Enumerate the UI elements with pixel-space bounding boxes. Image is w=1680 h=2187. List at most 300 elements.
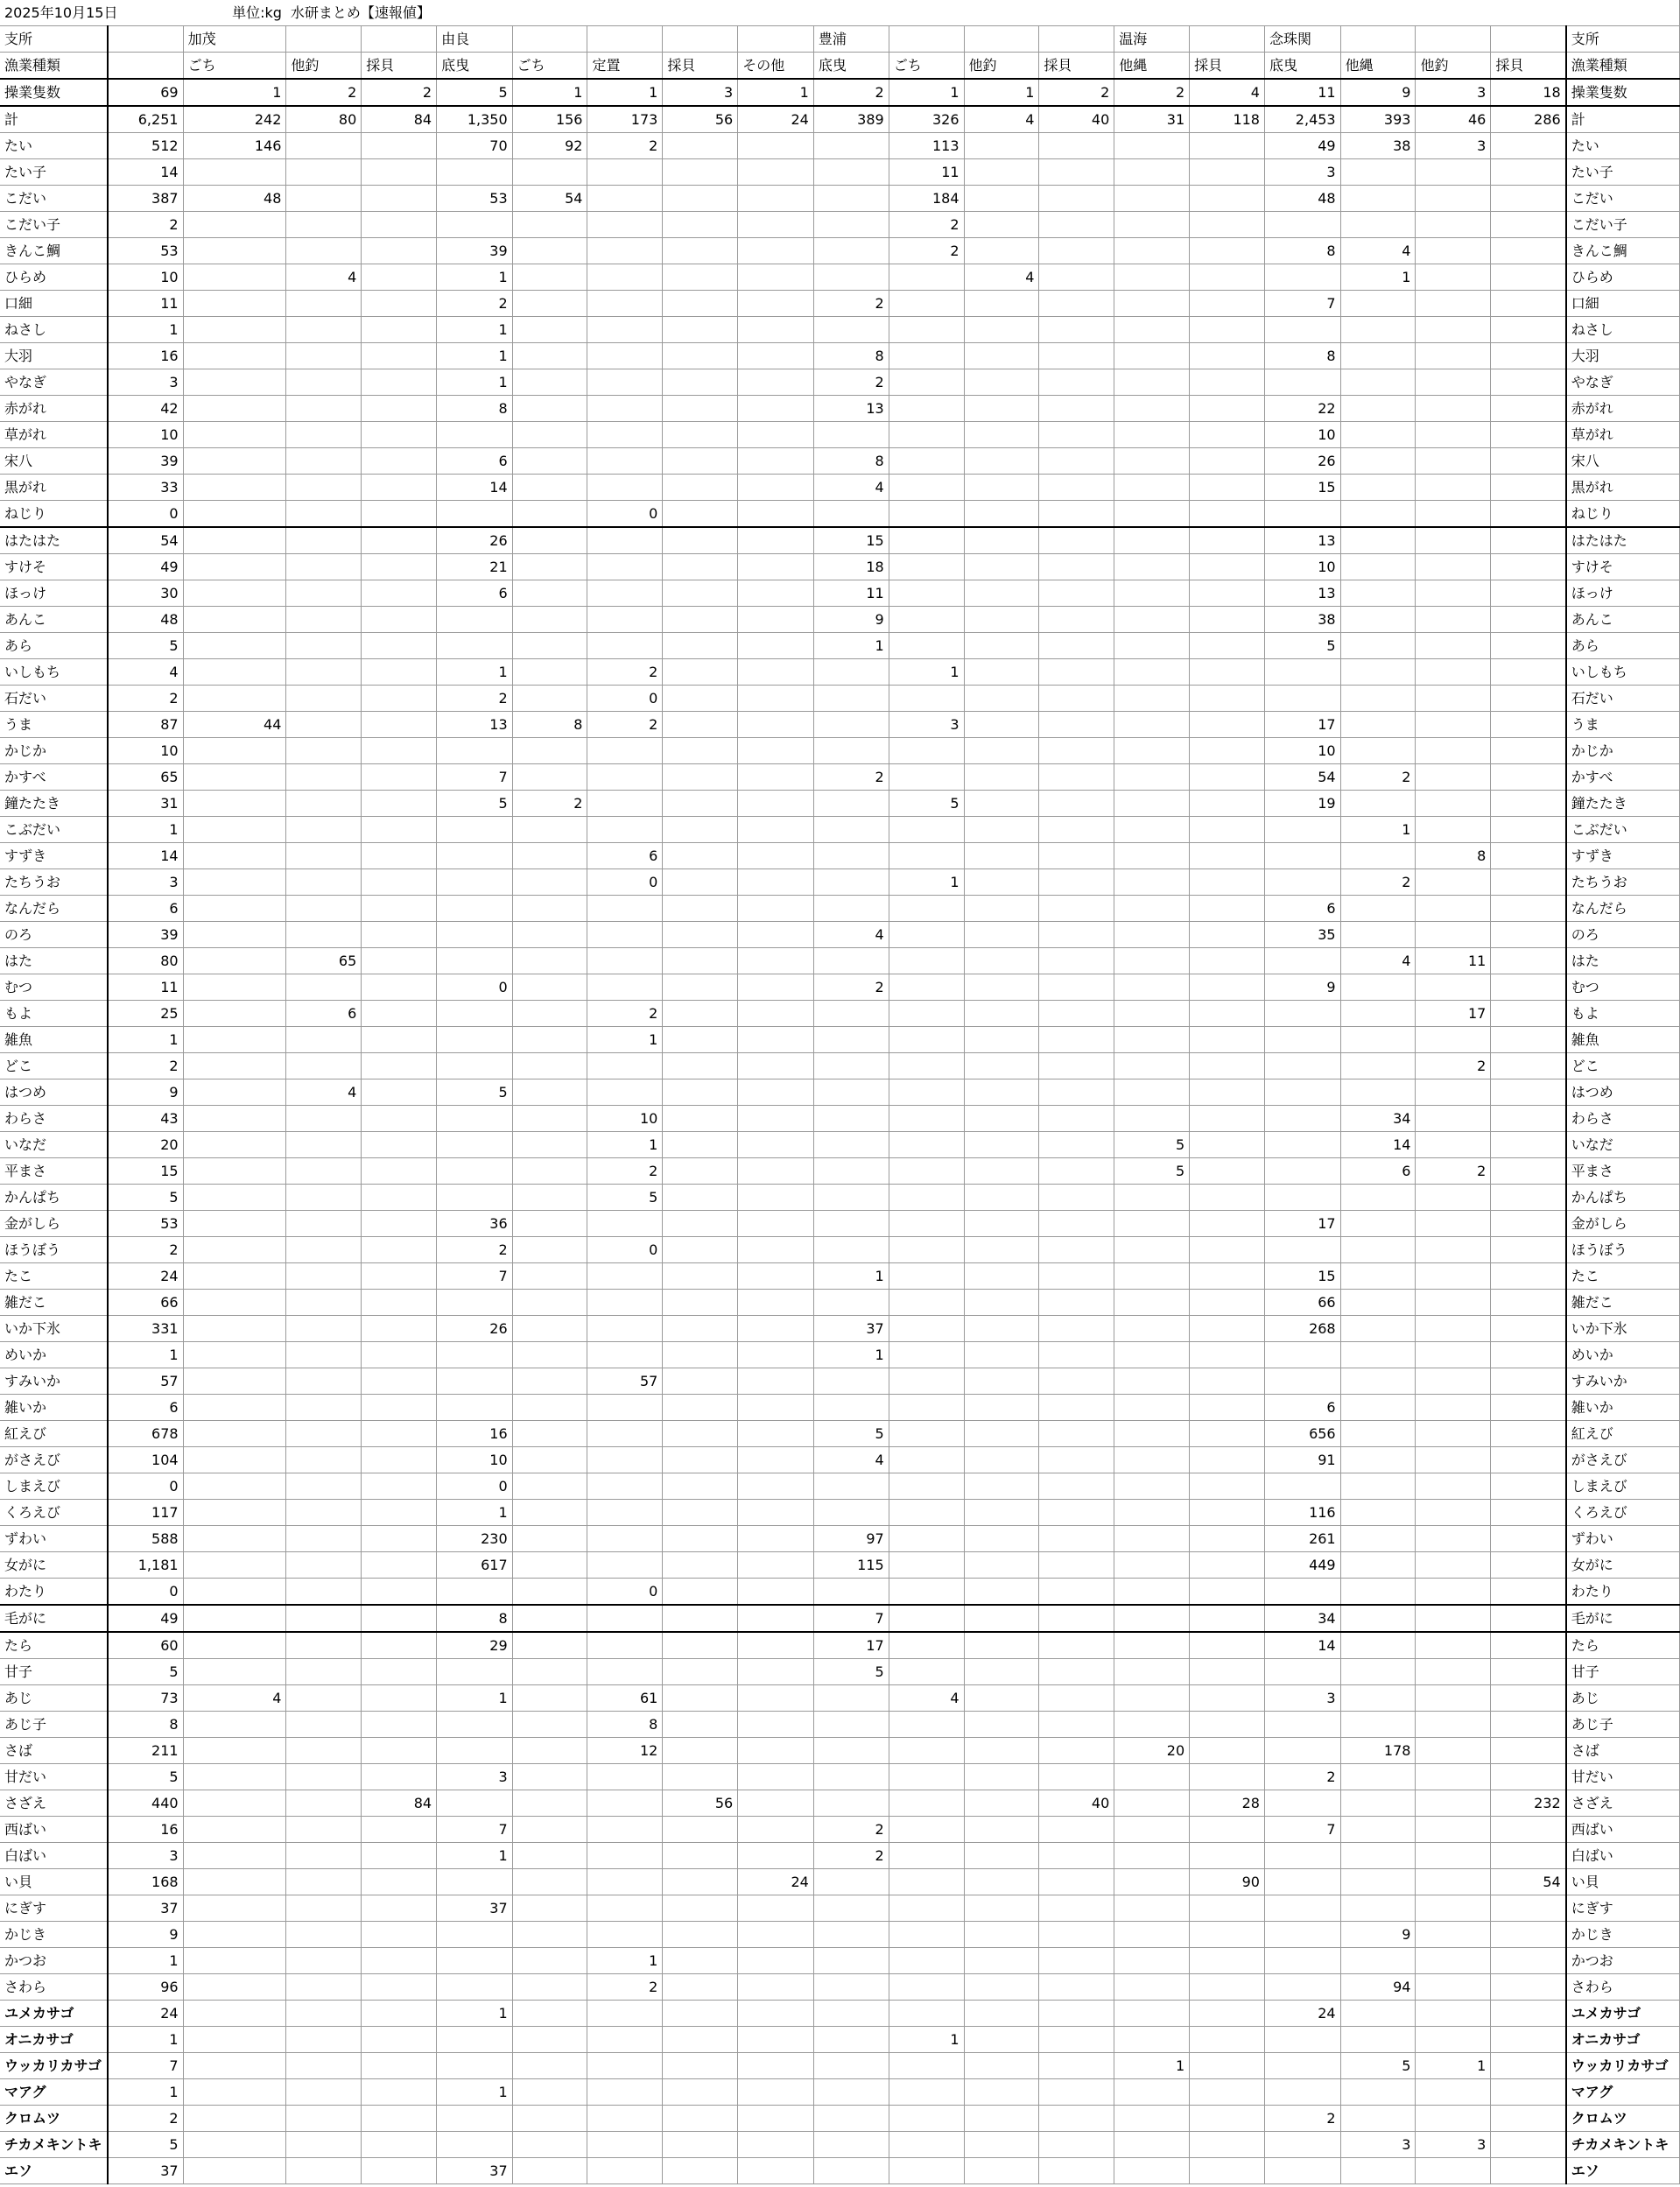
species-row	[0, 1447, 1680, 1473]
species-row	[0, 159, 1680, 186]
catch-value	[1416, 1132, 1491, 1158]
catch-value	[1114, 1922, 1190, 1948]
catch-value	[1491, 448, 1566, 475]
species-row	[0, 580, 1680, 607]
catch-value: 33	[108, 475, 184, 501]
catch-value: 56	[663, 1790, 738, 1817]
catch-value	[964, 238, 1039, 264]
catch-value	[889, 1764, 964, 1790]
species-name: わたり	[0, 1579, 108, 1606]
species-name: クロムツ	[0, 2106, 108, 2132]
catch-value	[183, 2106, 286, 2132]
vessels-row-label: 操業隻数	[0, 79, 108, 106]
catch-value	[663, 1895, 738, 1922]
catch-value	[889, 422, 964, 448]
catch-value	[663, 712, 738, 738]
species-name-right: かじか	[1566, 738, 1680, 764]
catch-value	[512, 212, 587, 238]
catch-value	[1491, 1053, 1566, 1079]
catch-value	[663, 159, 738, 186]
catch-value	[1416, 2079, 1491, 2106]
catch-value	[738, 659, 814, 686]
catch-value	[1039, 2132, 1114, 2158]
catch-value	[362, 1447, 437, 1473]
catch-value	[1340, 2079, 1416, 2106]
catch-value	[813, 264, 889, 291]
catch-value	[663, 738, 738, 764]
catch-value: 5	[108, 633, 184, 659]
catch-value	[1340, 1843, 1416, 1869]
catch-value	[362, 896, 437, 922]
catch-value	[437, 948, 513, 974]
catch-value	[512, 1421, 587, 1447]
catch-value	[964, 1974, 1039, 2001]
catch-value: 10	[1264, 738, 1340, 764]
catch-value	[587, 186, 663, 212]
catch-value: 2	[587, 712, 663, 738]
catch-value	[183, 1290, 286, 1316]
catch-value	[1491, 291, 1566, 317]
catch-value	[964, 2027, 1039, 2053]
species-name-right: もよ	[1566, 1001, 1680, 1027]
catch-value	[1039, 291, 1114, 317]
catch-value	[1340, 791, 1416, 817]
catch-value	[889, 764, 964, 791]
catch-value	[437, 1027, 513, 1053]
catch-value	[663, 1263, 738, 1290]
vessels-row-value: 5	[437, 79, 513, 106]
catch-value: 24	[108, 2001, 184, 2027]
catch-value: 10	[437, 1447, 513, 1473]
catch-value	[1190, 1473, 1265, 1500]
catch-value	[512, 896, 587, 922]
catch-value	[1190, 1526, 1265, 1552]
catch-value	[964, 291, 1039, 317]
vessels-row-value: 1	[183, 79, 286, 106]
catch-value: 65	[108, 764, 184, 791]
catch-value	[512, 1500, 587, 1526]
species-row	[0, 1895, 1680, 1922]
catch-value	[1114, 212, 1190, 238]
catch-value: 16	[437, 1421, 513, 1447]
species-name-right: 毛がに	[1566, 1605, 1680, 1632]
catch-value	[1416, 1079, 1491, 1106]
catch-value	[286, 1712, 362, 1738]
catch-value: 80	[108, 948, 184, 974]
catch-value	[738, 1079, 814, 1106]
catch-value	[1114, 2001, 1190, 2027]
catch-value	[964, 527, 1039, 554]
catch-value	[1114, 1001, 1190, 1027]
catch-value	[1416, 1659, 1491, 1685]
catch-value	[1491, 159, 1566, 186]
species-row	[0, 1685, 1680, 1712]
catch-value	[1416, 448, 1491, 475]
catch-value	[964, 212, 1039, 238]
catch-value	[512, 1605, 587, 1632]
catch-value	[738, 948, 814, 974]
catch-value	[738, 2027, 814, 2053]
species-row	[0, 659, 1680, 686]
species-row	[0, 1132, 1680, 1158]
catch-value	[1416, 1421, 1491, 1447]
catch-value	[286, 2158, 362, 2184]
catch-value	[587, 974, 663, 1001]
catch-value	[286, 1158, 362, 1185]
catch-value: 1	[108, 817, 184, 843]
catch-value	[889, 1922, 964, 1948]
species-row	[0, 1368, 1680, 1395]
catch-value: 87	[108, 712, 184, 738]
catch-value	[738, 1790, 814, 1817]
catch-value	[1039, 817, 1114, 843]
catch-value	[1039, 1132, 1114, 1158]
catch-value: 14	[108, 159, 184, 186]
catch-value	[512, 2027, 587, 2053]
catch-value: 37	[437, 1895, 513, 1922]
branch-row-cell	[1190, 26, 1265, 53]
catch-value	[1190, 1421, 1265, 1447]
species-name: たい	[0, 133, 108, 159]
catch-value	[1416, 791, 1491, 817]
species-name-right: ほうぼう	[1566, 1237, 1680, 1263]
catch-value: 2	[813, 1843, 889, 1869]
catch-value	[1190, 2053, 1265, 2079]
catch-value	[1114, 186, 1190, 212]
catch-value	[286, 1421, 362, 1447]
catch-value: 65	[286, 948, 362, 974]
catch-value	[889, 1605, 964, 1632]
catch-value	[1190, 186, 1265, 212]
catch-value	[1039, 1738, 1114, 1764]
catch-value	[1039, 843, 1114, 869]
catch-value: 8	[512, 712, 587, 738]
species-row	[0, 817, 1680, 843]
species-row	[0, 1211, 1680, 1237]
catch-value	[286, 1106, 362, 1132]
catch-value: 17	[1416, 1001, 1491, 1027]
catch-value	[663, 1158, 738, 1185]
catch-value	[1039, 1922, 1114, 1948]
catch-value	[964, 1869, 1039, 1895]
catch-value	[964, 1185, 1039, 1211]
catch-value	[1114, 869, 1190, 896]
catch-value	[663, 2079, 738, 2106]
species-name: 毛がに	[0, 1605, 108, 1632]
catch-value	[183, 948, 286, 974]
catch-value	[1340, 843, 1416, 869]
catch-value: 4	[108, 659, 184, 686]
catch-value	[1491, 2027, 1566, 2053]
branch-row-cell	[286, 26, 362, 53]
catch-value	[512, 317, 587, 343]
catch-value	[1416, 764, 1491, 791]
branch-row-cell: 由良	[437, 26, 513, 53]
catch-value	[964, 1817, 1039, 1843]
species-name: 紅えび	[0, 1421, 108, 1447]
branch-row-cell	[1491, 26, 1566, 53]
catch-value	[286, 291, 362, 317]
catch-value	[1114, 133, 1190, 159]
species-name: ほっけ	[0, 580, 108, 607]
catch-value	[1114, 1447, 1190, 1473]
catch-value	[1039, 896, 1114, 922]
catch-value	[813, 2053, 889, 2079]
catch-value	[1491, 607, 1566, 633]
catch-value	[889, 1106, 964, 1132]
catch-value: 1	[437, 2001, 513, 2027]
catch-value	[183, 1473, 286, 1500]
catch-value: 232	[1491, 1790, 1566, 1817]
catch-value: 588	[108, 1526, 184, 1552]
species-name: いしもち	[0, 659, 108, 686]
catch-value	[1114, 1632, 1190, 1659]
catch-value	[1416, 343, 1491, 369]
catch-value	[1491, 1342, 1566, 1368]
catch-value: 34	[1340, 1106, 1416, 1132]
catch-value	[1190, 1552, 1265, 1579]
catch-value	[1114, 1659, 1190, 1685]
catch-value	[512, 1447, 587, 1473]
catch-value	[1340, 1421, 1416, 1447]
catch-value	[813, 212, 889, 238]
catch-value	[1491, 2079, 1566, 2106]
species-name: 鐘たたき	[0, 791, 108, 817]
catch-value	[1114, 659, 1190, 686]
catch-value	[738, 1579, 814, 1606]
species-name-right: かつお	[1566, 1948, 1680, 1974]
catch-value	[362, 212, 437, 238]
catch-value	[1190, 1685, 1265, 1712]
gear-row-cell: 採貝	[663, 53, 738, 80]
catch-value	[362, 580, 437, 607]
catch-value	[1491, 1211, 1566, 1237]
catch-value	[1264, 1079, 1340, 1106]
catch-value	[362, 607, 437, 633]
catch-value	[362, 186, 437, 212]
catch-value	[1340, 922, 1416, 948]
catch-value	[738, 1895, 814, 1922]
catch-value	[587, 264, 663, 291]
species-name: 女がに	[0, 1552, 108, 1579]
catch-value	[286, 527, 362, 554]
species-name: 雑だこ	[0, 1290, 108, 1316]
species-name: すけそ	[0, 554, 108, 580]
catch-value	[587, 1843, 663, 1869]
catch-value: 57	[108, 1368, 184, 1395]
catch-value	[1491, 712, 1566, 738]
catch-value	[738, 1106, 814, 1132]
catch-value	[1039, 2001, 1114, 2027]
species-row	[0, 1948, 1680, 1974]
catch-value	[813, 843, 889, 869]
catch-value: 3	[1264, 1685, 1340, 1712]
catch-value	[663, 2053, 738, 2079]
catch-value	[663, 686, 738, 712]
catch-value	[1491, 1685, 1566, 1712]
catch-value: 2	[587, 133, 663, 159]
catch-value	[362, 448, 437, 475]
species-row	[0, 317, 1680, 343]
species-row	[0, 2158, 1680, 2184]
catch-value	[1039, 1158, 1114, 1185]
catch-value	[286, 369, 362, 396]
species-row	[0, 1974, 1680, 2001]
species-name-right: しまえび	[1566, 1473, 1680, 1500]
catch-value: 2	[587, 1001, 663, 1027]
catch-value	[813, 1764, 889, 1790]
catch-value	[813, 1738, 889, 1764]
species-name-right: 甘子	[1566, 1659, 1680, 1685]
catch-value	[1491, 1922, 1566, 1948]
catch-value: 449	[1264, 1552, 1340, 1579]
species-name-right: 金がしら	[1566, 1211, 1680, 1237]
catch-value	[1039, 343, 1114, 369]
catch-value	[1340, 1817, 1416, 1843]
catch-value	[1340, 2106, 1416, 2132]
catch-value	[663, 580, 738, 607]
catch-value	[286, 1922, 362, 1948]
catch-value	[1190, 2106, 1265, 2132]
catch-value	[183, 1158, 286, 1185]
catch-value	[964, 843, 1039, 869]
species-name: 宋八	[0, 448, 108, 475]
catch-value	[1190, 2027, 1265, 2053]
catch-value	[1491, 527, 1566, 554]
species-name-right: 鐘たたき	[1566, 791, 1680, 817]
catch-value: 17	[813, 1632, 889, 1659]
catch-value: 184	[889, 186, 964, 212]
catch-value	[512, 369, 587, 396]
catch-value	[1416, 554, 1491, 580]
catch-value	[286, 1817, 362, 1843]
catch-value	[889, 686, 964, 712]
catch-value	[587, 396, 663, 422]
catch-value	[587, 948, 663, 974]
species-row	[0, 396, 1680, 422]
catch-value	[1340, 369, 1416, 396]
catch-value	[1190, 527, 1265, 554]
catch-value: 2	[813, 1817, 889, 1843]
catch-value	[1491, 1738, 1566, 1764]
catch-value	[813, 1132, 889, 1158]
catch-value	[663, 1342, 738, 1368]
species-name-right: 女がに	[1566, 1552, 1680, 1579]
catch-value: 1	[108, 317, 184, 343]
catch-value	[1114, 1079, 1190, 1106]
catch-value	[286, 1659, 362, 1685]
catch-value	[183, 1079, 286, 1106]
catch-value	[1114, 1685, 1190, 1712]
vessels-row-value: 3	[663, 79, 738, 106]
catch-value	[813, 2027, 889, 2053]
catch-value	[813, 1368, 889, 1395]
species-name: やなぎ	[0, 369, 108, 396]
catch-value	[663, 922, 738, 948]
species-row	[0, 2001, 1680, 2027]
vessels-row-value: 3	[1416, 79, 1491, 106]
species-name: たこ	[0, 1263, 108, 1290]
catch-value	[1491, 1263, 1566, 1290]
catch-value	[1491, 1027, 1566, 1053]
catch-value: 42	[108, 396, 184, 422]
catch-value: 1	[437, 1843, 513, 1869]
catch-value	[437, 843, 513, 869]
catch-value	[1491, 633, 1566, 659]
catch-value	[1340, 317, 1416, 343]
catch-value	[587, 1817, 663, 1843]
catch-value: 7	[813, 1605, 889, 1632]
catch-value: 10	[108, 422, 184, 448]
vessels-row-value: 18	[1491, 79, 1566, 106]
catch-value	[889, 1001, 964, 1027]
catch-value: 96	[108, 1974, 184, 2001]
catch-value: 4	[286, 264, 362, 291]
catch-value	[738, 264, 814, 291]
species-name-right: かじき	[1566, 1922, 1680, 1948]
catch-value: 37	[813, 1316, 889, 1342]
catch-value	[1114, 396, 1190, 422]
catch-value	[183, 1895, 286, 1922]
totals-row-value: 393	[1340, 106, 1416, 133]
catch-value	[587, 1500, 663, 1526]
branch-row-cell	[362, 26, 437, 53]
catch-value	[738, 1605, 814, 1632]
catch-value	[587, 1053, 663, 1079]
catch-value	[1114, 1790, 1190, 1817]
catch-value	[1190, 1632, 1265, 1659]
species-name: 口細	[0, 291, 108, 317]
totals-row-value: 4	[964, 106, 1039, 133]
catch-value: 15	[813, 527, 889, 554]
catch-value	[1340, 527, 1416, 554]
catch-value	[183, 1605, 286, 1632]
catch-value: 4	[286, 1079, 362, 1106]
catch-value	[512, 1290, 587, 1316]
catch-value	[183, 1948, 286, 1974]
species-name: くろえび	[0, 1500, 108, 1526]
catch-value	[1114, 948, 1190, 974]
catch-value	[738, 1342, 814, 1368]
catch-value	[1039, 317, 1114, 343]
catch-value	[1264, 369, 1340, 396]
catch-value: 40	[1039, 1790, 1114, 1817]
catch-value	[362, 1158, 437, 1185]
catch-value	[1039, 948, 1114, 974]
catch-value	[362, 554, 437, 580]
catch-value: 146	[183, 133, 286, 159]
catch-value: 1	[1114, 2053, 1190, 2079]
catch-value: 66	[108, 1290, 184, 1316]
species-row	[0, 1158, 1680, 1185]
catch-value	[587, 1552, 663, 1579]
catch-value: 3	[1340, 2132, 1416, 2158]
branch-row-cell: 温海	[1114, 26, 1190, 53]
catch-value: 39	[108, 922, 184, 948]
catch-value	[964, 1132, 1039, 1158]
catch-value	[512, 843, 587, 869]
catch-value	[1190, 580, 1265, 607]
catch-value	[1340, 1764, 1416, 1790]
catch-value	[362, 791, 437, 817]
catch-value	[1340, 1632, 1416, 1659]
catch-value	[813, 896, 889, 922]
species-row	[0, 1712, 1680, 1738]
catch-value	[437, 817, 513, 843]
catch-value	[1491, 974, 1566, 1001]
catch-value	[1190, 2158, 1265, 2184]
species-name: なんだら	[0, 896, 108, 922]
